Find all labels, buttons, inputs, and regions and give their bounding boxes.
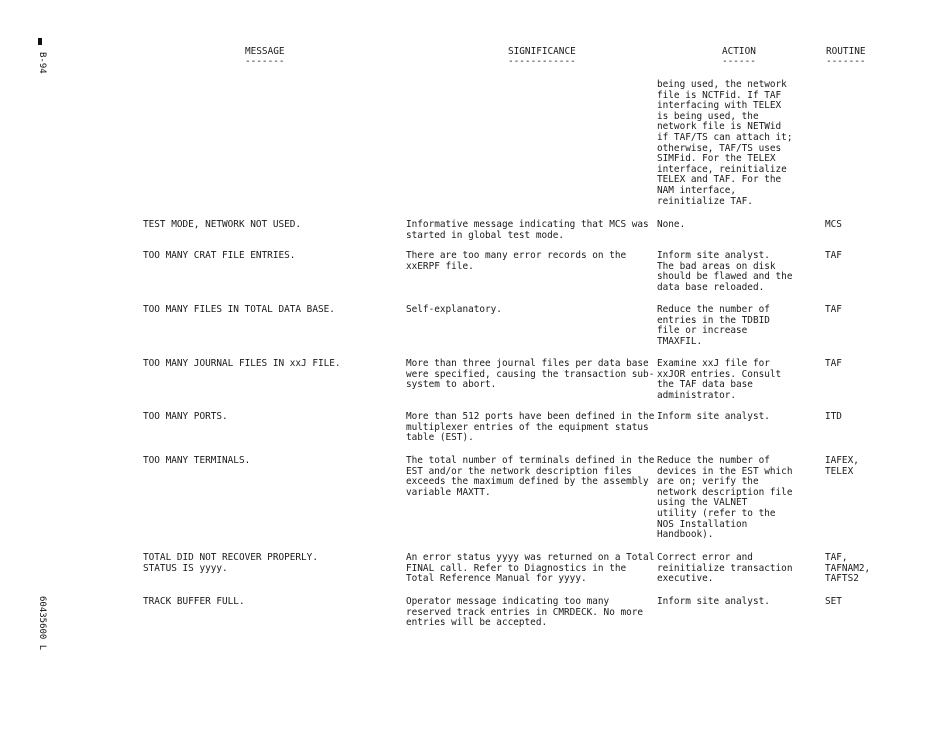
document-number: 60435600 L: [37, 596, 47, 651]
header-action-label: ACTION: [722, 46, 756, 57]
row-message: TOTAL DID NOT RECOVER PROPERLY. STATUS IS yyyy.: [143, 552, 318, 574]
header-routine-underline: -------: [826, 55, 866, 67]
header-significance: [508, 47, 576, 66]
row-significance: An error status yyyy was returned on a Total FINAL call. Refer to Diagnostics in the Total Reference Manual for yyyy.: [406, 552, 655, 585]
row-routine: TAF, TAFNAM2, TAFTS2: [825, 552, 871, 585]
row-routine: TAF: [825, 304, 842, 315]
row-routine: ITD: [825, 411, 842, 422]
row-action: Reduce the number of entries in the TDBID file or increase TMAXFIL.: [657, 304, 770, 347]
row-significance: More than three journal files per data base were specified, causing the transaction sub- system to abort.: [406, 358, 655, 391]
row-significance: Informative message indicating that MCS was started in global test mode.: [406, 219, 649, 241]
row-message: TOO MANY JOURNAL FILES IN xxJ FILE.: [143, 358, 341, 369]
header-message-label: MESSAGE: [245, 46, 285, 57]
row-action: Inform site analyst.: [657, 596, 770, 607]
header-action-underline: ------: [722, 55, 756, 67]
row-routine: SET: [825, 596, 842, 607]
continued-action-text: being used, the network file is NCTFid. If TAF interfacing with TELEX is being used, the network file is NETWid if TAF/TS can attach it; otherwise, TAF/TS uses SIMFid. For the TELEX interface, reinitialize TELEX and TAF. For the NAM interface, reinitialize TAF.: [657, 79, 793, 207]
row-routine: TAF: [825, 358, 842, 369]
row-significance: Operator message indicating too many reserved track entries in CMRDECK. No more entries will be accepted.: [406, 596, 644, 629]
header-message: [245, 47, 285, 66]
row-message: TOO MANY FILES IN TOTAL DATA BASE.: [143, 304, 335, 315]
header-action: [722, 47, 756, 66]
row-significance: There are too many error records on the xxERPF file.: [406, 250, 627, 272]
row-routine: MCS: [825, 219, 842, 230]
row-routine: IAFEX, TELEX: [825, 455, 859, 477]
row-message: TOO MANY PORTS.: [143, 411, 228, 422]
row-significance: The total number of terminals defined in the EST and/or the network description files exceeds the maximum defined by the assembly variable MAXTT.: [406, 455, 655, 498]
row-significance: More than 512 ports have been defined in the multiplexer entries of the equipment status table (EST).: [406, 411, 655, 444]
header-message-underline: -------: [245, 55, 285, 67]
row-routine: TAF: [825, 250, 842, 261]
row-action: Examine xxJ file for xxJOR entries. Consult the TAF data base administrator.: [657, 358, 782, 401]
row-significance: Self-explanatory.: [406, 304, 502, 315]
header-routine: [826, 47, 866, 66]
row-message: TOO MANY TERMINALS.: [143, 455, 251, 466]
row-action: Inform site analyst. The bad areas on disk should be flawed and the data base reloaded.: [657, 250, 793, 293]
header-significance-label: SIGNIFICANCE: [508, 46, 576, 57]
row-action: Inform site analyst.: [657, 411, 770, 422]
page-marker-bar: [38, 38, 42, 45]
row-action: None.: [657, 219, 686, 230]
page-number: B-94: [37, 52, 47, 74]
row-message: TOO MANY CRAT FILE ENTRIES.: [143, 250, 296, 261]
row-message: TEST MODE, NETWORK NOT USED.: [143, 219, 302, 230]
row-action: Correct error and reinitialize transaction executive.: [657, 552, 793, 585]
header-significance-underline: ------------: [508, 55, 576, 67]
row-action: Reduce the number of devices in the EST which are on; verify the network description file using the VALNET utility (refer to the NOS Installation Handbook).: [657, 455, 793, 541]
row-message: TRACK BUFFER FULL.: [143, 596, 245, 607]
header-routine-label: ROUTINE: [826, 46, 866, 57]
